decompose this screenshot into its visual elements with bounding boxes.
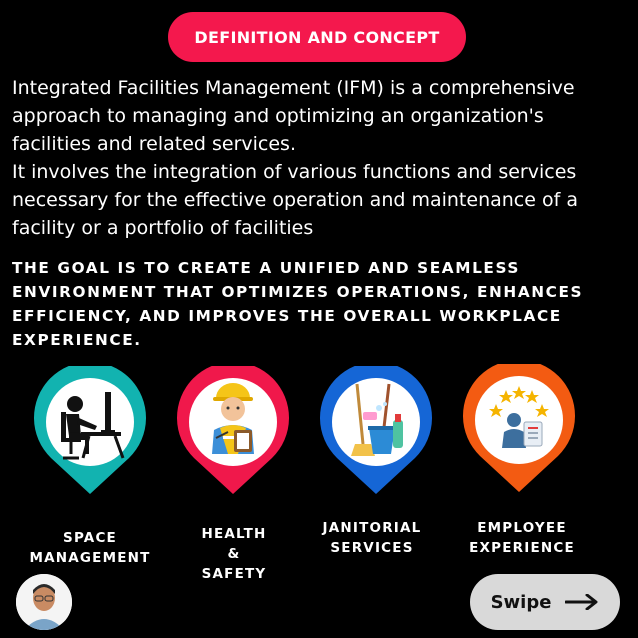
janitorial-services-label: JANITORIAL SERVICES	[322, 520, 422, 556]
intro-line-2: It involves the integration of various functions and services necessary for the effective operation and maintenance of a facility or a portfolio of facilities	[12, 161, 578, 239]
desk-worker-icon	[33, 366, 147, 496]
goal-statement: THE GOAL IS TO CREATE A UNIFIED AND SEAMLESS ENVIRONMENT THAT OPTIMIZES OPERATIONS, ENHANCES EFFICIENCY, AND IMPROVES THE OVERALL WORKPLACE EXPERIENCE.	[12, 259, 584, 349]
janitorial-services-pin	[319, 366, 433, 496]
employee-rating-icon	[462, 364, 576, 494]
section-title-badge	[168, 12, 466, 62]
author-avatar	[16, 574, 72, 630]
swipe-label: Swipe	[490, 591, 552, 613]
swipe-button[interactable]	[470, 574, 620, 630]
space-management-pin	[33, 366, 147, 496]
intro-line-1: Integrated Facilities Management (IFM) is a comprehensive approach to managing and optimizing an organization's facilities and related services.	[12, 77, 575, 155]
employee-experience-pin	[462, 364, 576, 494]
space-management-label: SPACE MANAGEMENT	[29, 530, 151, 566]
health-safety-label: HEALTH & SAFETY	[201, 526, 267, 582]
person-photo-icon	[16, 574, 72, 630]
section-title: DEFINITION AND CONCEPT	[194, 27, 440, 47]
health-safety-pin	[176, 366, 290, 496]
arrow-right-icon	[565, 594, 599, 610]
safety-worker-icon	[176, 366, 290, 496]
employee-experience-label: EMPLOYEE EXPERIENCE	[469, 520, 575, 556]
intro-paragraph	[12, 74, 628, 242]
cleaning-supplies-icon	[319, 366, 433, 496]
